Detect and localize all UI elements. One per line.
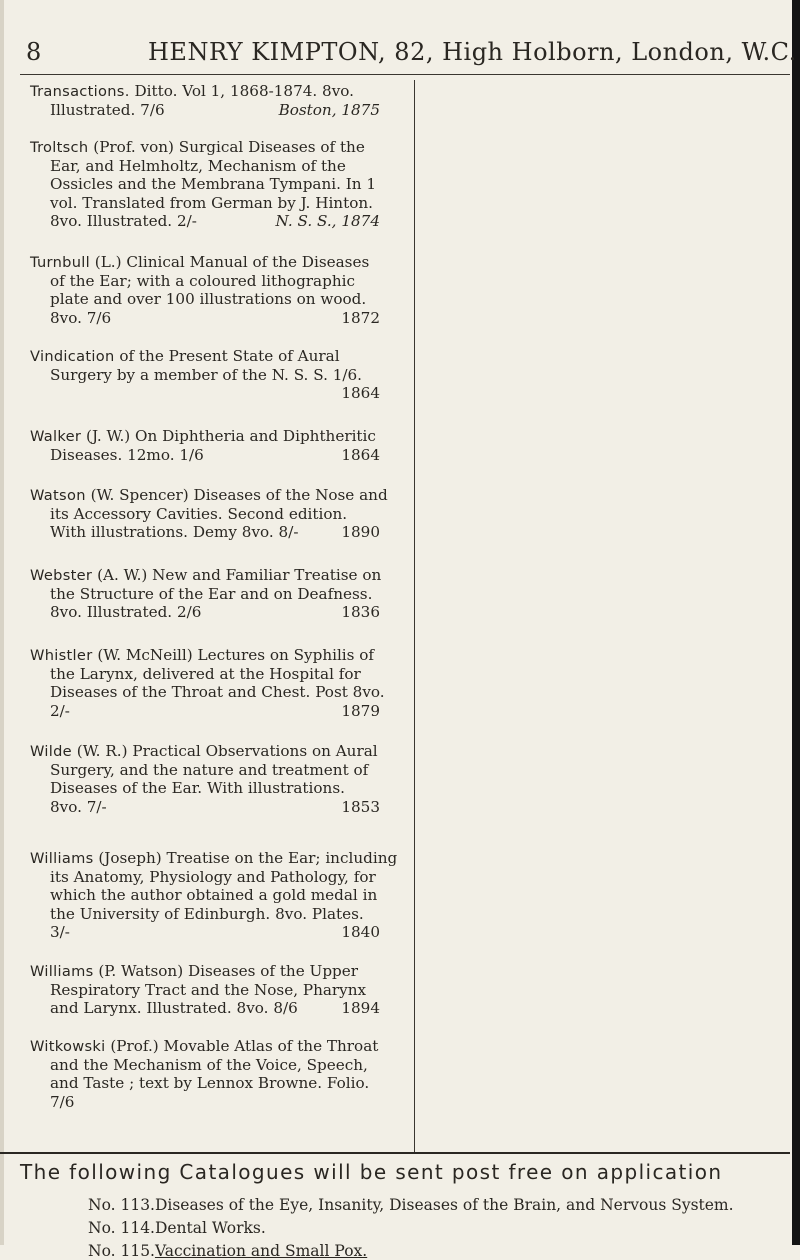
entry-text: of the Ear; with a coloured lithographic [50, 272, 355, 291]
entry-text: Ossicles and the Membrana Tympani. In 1 [50, 175, 377, 194]
entry-date: N. S. S., 1874 [275, 211, 380, 230]
entry-line [30, 962, 380, 981]
entry-text: (Prof.) Movable Atlas of the Throat [110, 1037, 379, 1055]
catalogue-item [88, 1196, 734, 1214]
catalogue-entry [30, 742, 380, 816]
page-header [0, 32, 797, 72]
entry-text: Diseases of the Throat and Chest. Post 8vo. [50, 683, 385, 702]
entry-line [30, 290, 380, 308]
entry-text: Respiratory Tract and the Nose, Pharynx [50, 981, 367, 1000]
entry-line [30, 1037, 380, 1056]
entry-author: Watson [30, 487, 86, 504]
entry-date: 1879 [341, 701, 380, 720]
entry-line [30, 566, 380, 585]
page-edge-left [0, 0, 4, 1245]
entry-text: its Anatomy, Physiology and Pathology, for [50, 868, 376, 887]
entry-text: 8vo. Illustrated. 2/6 [50, 603, 202, 622]
entry-text: (Prof. von) Surgical Diseases of the [93, 138, 365, 156]
entry-line [30, 427, 380, 446]
entry-line [30, 702, 380, 720]
entry-date: Boston, 1875 [278, 101, 380, 120]
entry-text: plate and over 100 illustrations on wood. [50, 290, 367, 309]
entry-line [30, 212, 380, 230]
entry-author: Transactions. [30, 83, 130, 100]
entry-text: Diseases. 12mo. 1/6 [50, 446, 204, 465]
entry-line [30, 138, 380, 157]
entry-text: Ear, and Helmholtz, Mechanism of the [50, 157, 346, 176]
entry-line [30, 981, 380, 999]
entry-line [30, 253, 380, 272]
entry-text: (L.) Clinical Manual of the Diseases [94, 253, 370, 271]
entry-text: the University of Edinburgh. 8vo. Plates. [50, 904, 364, 923]
entry-line [30, 868, 380, 886]
catalogue-entry [30, 566, 380, 622]
entry-text: 8vo. 7/6 [50, 308, 112, 327]
entry-text: (J. W.) On Diphtheria and Diphtheritic [86, 427, 376, 445]
entry-text: (Joseph) Treatise on the Ear; including [98, 849, 398, 867]
entry-line [30, 272, 380, 290]
entry-line [30, 742, 380, 761]
entry-line [30, 798, 380, 816]
catalogue-text: Diseases of the Eye, Insanity, Diseases of the Brain, and Nervous System. [154, 1196, 734, 1214]
entry-text: 8vo. Illustrated. 2/- [50, 211, 197, 230]
catalogue-entry [30, 486, 388, 542]
entry-line [30, 646, 380, 665]
entry-text: and Taste ; text by Lennox Browne. Folio. [50, 1074, 370, 1093]
catalogue-entry [30, 646, 385, 720]
publisher-title: HENRY KIMPTON, 82, High Holborn, London, W.C. [148, 38, 797, 66]
catalogue-entry [30, 253, 380, 327]
catalogue-text: Dental Works. [154, 1219, 266, 1237]
entry-author: Wilde [30, 743, 72, 760]
entry-line [30, 1074, 380, 1092]
entry-text: (W. McNeill) Lectures on Syphilis of [97, 646, 375, 664]
entry-line [30, 905, 380, 923]
entry-date: 1864 [341, 384, 380, 403]
header-rule [20, 74, 790, 75]
entry-text: 2/- [50, 701, 70, 720]
entry-date: 1890 [341, 523, 380, 542]
entry-text: (W. Spencer) Diseases of the Nose and [90, 486, 388, 504]
entry-line [30, 779, 380, 797]
entry-date: 1894 [341, 999, 380, 1018]
entry-line [30, 523, 380, 541]
catalogue-entry [30, 347, 380, 403]
entry-date: 1840 [341, 922, 380, 941]
entry-line [30, 999, 380, 1017]
entry-line [30, 194, 380, 212]
entry-author: Williams [30, 963, 94, 980]
entry-line [30, 486, 388, 505]
catalogue-entry [30, 82, 380, 119]
entry-text: 3/- [50, 922, 70, 941]
entry-author: Witkowski [30, 1038, 106, 1055]
entry-text: (W. R.) Practical Observations on Aural [76, 742, 378, 760]
entry-line [30, 101, 380, 119]
entry-text: of the Present State of Aural [119, 347, 340, 365]
entry-author: Whistler [30, 647, 93, 664]
entry-text: Surgery, and the nature and treatment of [50, 761, 369, 780]
entry-text: and Larynx. Illustrated. 8vo. 8/6 [50, 999, 298, 1018]
entry-text: and the Mechanism of the Voice, Speech, [50, 1056, 368, 1075]
entry-line [30, 1093, 380, 1111]
entry-line [30, 886, 380, 904]
entry-text: Ditto. Vol 1, 1868-1874. 8vo. [134, 82, 354, 100]
entry-text: its Accessory Cavities. Second edition. [50, 505, 348, 524]
entry-text: the Structure of the Ear and on Deafness. [50, 585, 373, 604]
footer-rule [0, 1152, 790, 1154]
footer-heading: The following Catalogues will be sent post free on application [20, 1160, 723, 1184]
entry-line [30, 761, 380, 779]
catalogue-entry [30, 849, 398, 941]
column-divider [414, 80, 415, 1152]
entry-author: Webster [30, 567, 93, 584]
entry-line [30, 82, 380, 101]
entry-text: the Larynx, delivered at the Hospital for [50, 665, 361, 684]
entry-line [30, 175, 380, 193]
entry-text: (P. Watson) Diseases of the Upper [98, 962, 359, 980]
catalogue-number: No. 113. [88, 1196, 155, 1214]
entry-line [30, 603, 380, 621]
entry-line [30, 923, 380, 941]
entry-date: 1872 [341, 308, 380, 327]
entry-text: which the author obtained a gold medal in [50, 886, 378, 905]
entry-author: Walker [30, 428, 82, 445]
entry-author: Turnbull [30, 254, 90, 271]
catalogue-number: No. 115. [88, 1242, 155, 1260]
entry-text: 8vo. 7/- [50, 797, 107, 816]
entry-line [30, 1056, 380, 1074]
entry-author: Vindication [30, 348, 115, 365]
entry-line [30, 309, 380, 327]
entry-text: 7/6 [50, 1092, 75, 1111]
catalogue-item [88, 1219, 266, 1237]
entry-author: Troltsch [30, 139, 89, 156]
catalogue-entry [30, 1037, 380, 1111]
catalogue-entry [30, 138, 380, 230]
entry-text: (A. W.) New and Familiar Treatise on [97, 566, 382, 584]
catalogue-text: Vaccination and Small Pox. [154, 1242, 368, 1260]
entry-line [30, 505, 380, 523]
entry-line [30, 446, 380, 464]
catalogue-entry [30, 962, 380, 1018]
entry-text: Diseases of the Ear. With illustrations. [50, 779, 345, 798]
catalogue-entry [30, 427, 380, 464]
entry-line [30, 157, 380, 175]
entry-text: With illustrations. Demy 8vo. 8/- [50, 523, 299, 542]
entry-line [30, 585, 380, 603]
entry-line [30, 347, 380, 366]
catalogue-number: No. 114. [88, 1219, 155, 1237]
entry-text: vol. Translated from German by J. Hinton. [50, 193, 373, 212]
entry-text: Illustrated. 7/6 [50, 101, 165, 120]
page-number: 8 [26, 38, 42, 66]
entry-line [30, 665, 380, 683]
page-edge-right [792, 0, 800, 1245]
entry-date: 1864 [341, 446, 380, 465]
entry-line [30, 849, 398, 868]
entry-date: 1836 [341, 603, 380, 622]
entry-line [30, 366, 380, 403]
entry-text: Surgery by a member of the N. S. S. 1/6. [50, 366, 362, 385]
entry-date: 1853 [341, 797, 380, 816]
entry-line [30, 683, 385, 702]
entry-author: Williams [30, 850, 94, 867]
